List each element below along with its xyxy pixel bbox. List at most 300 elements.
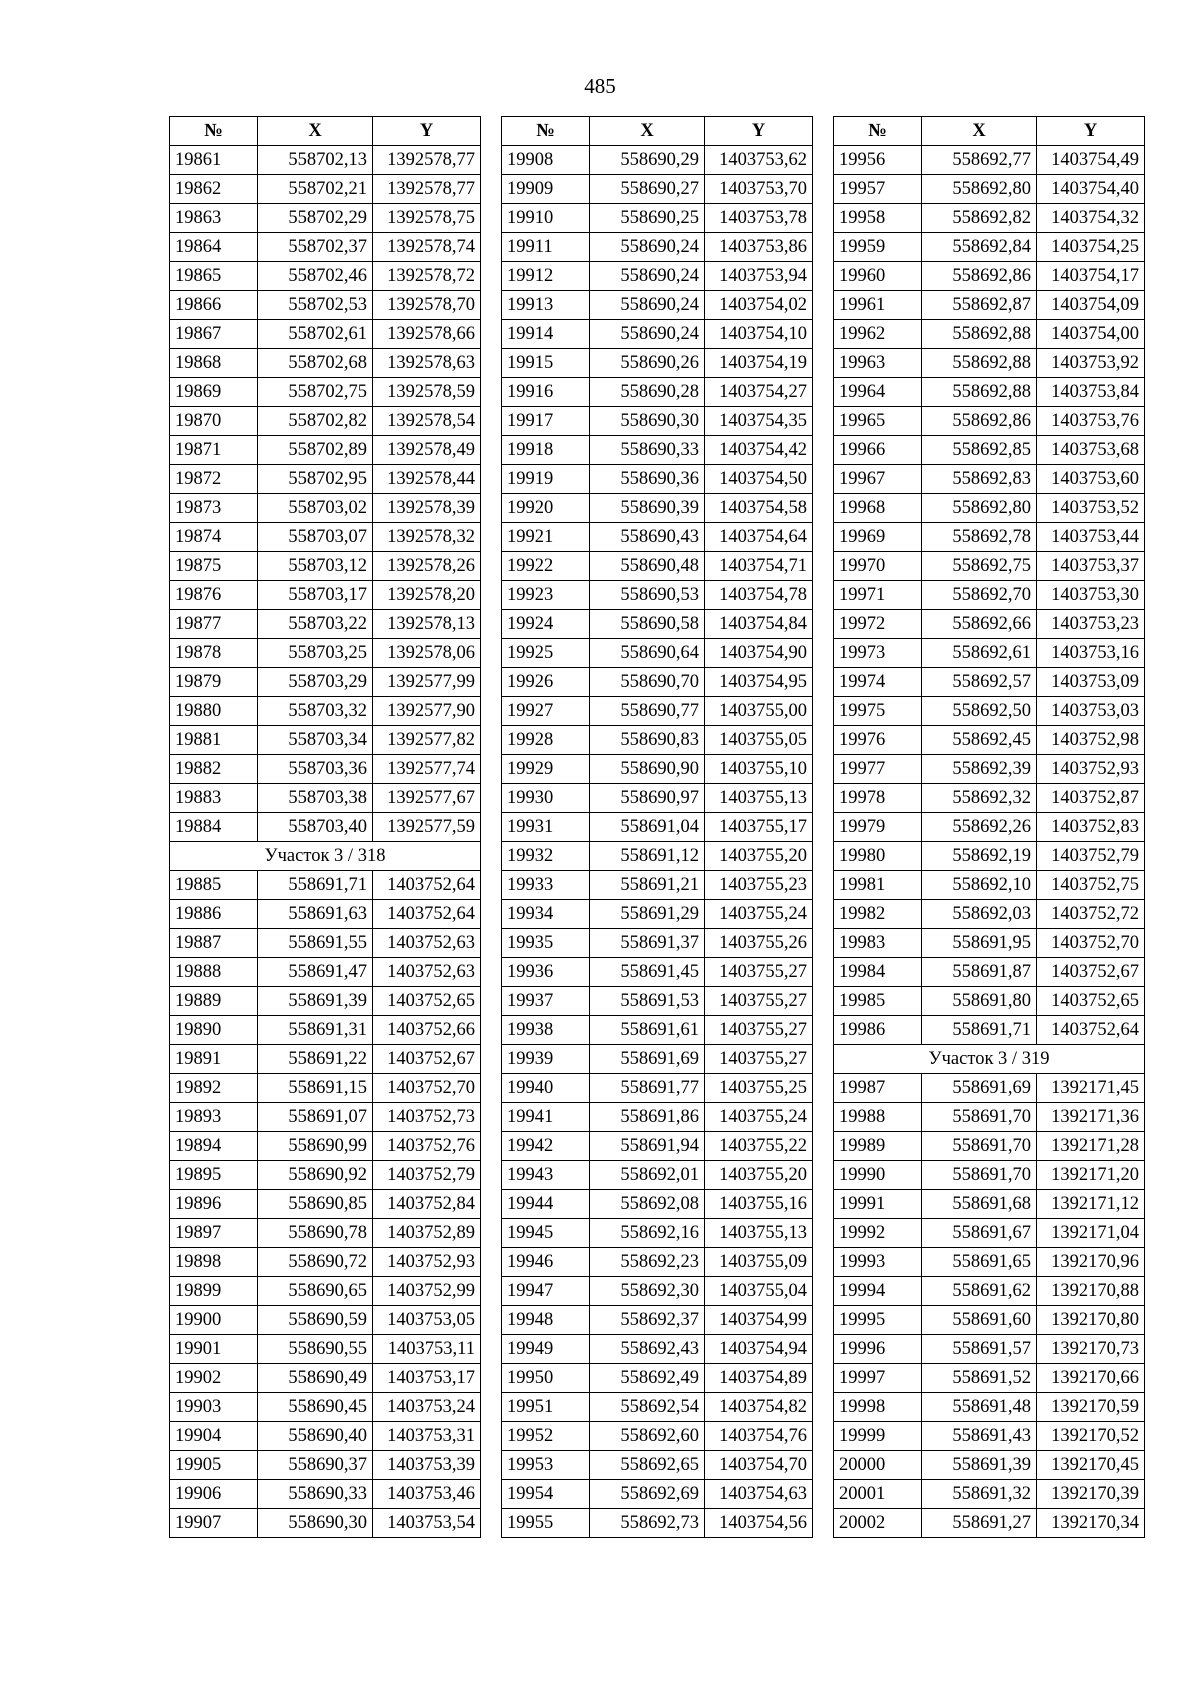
x-coordinate-cell: 558691,12 [590, 842, 705, 871]
point-number-cell: 19969 [834, 523, 922, 552]
x-coordinate-cell: 558691,70 [922, 1132, 1037, 1161]
point-number-cell: 19960 [834, 262, 922, 291]
y-coordinate-cell: 1403755,26 [705, 929, 813, 958]
x-coordinate-cell: 558703,36 [258, 755, 373, 784]
point-number-cell: 19870 [170, 407, 258, 436]
point-number-cell: 19950 [502, 1364, 590, 1393]
header-y: Y [705, 117, 813, 146]
table-row [834, 146, 1145, 175]
x-coordinate-cell: 558692,75 [922, 552, 1037, 581]
table-row [170, 639, 481, 668]
table-row [170, 1132, 481, 1161]
section-header-row [170, 842, 481, 871]
table-row [502, 204, 813, 233]
table-row [834, 523, 1145, 552]
x-coordinate-cell: 558692,01 [590, 1161, 705, 1190]
table-row [170, 175, 481, 204]
table-row [502, 610, 813, 639]
point-number-cell: 19913 [502, 291, 590, 320]
x-coordinate-cell: 558690,53 [590, 581, 705, 610]
y-coordinate-cell: 1392170,80 [1037, 1306, 1145, 1335]
y-coordinate-cell: 1403753,31 [373, 1422, 481, 1451]
table-row [834, 697, 1145, 726]
x-coordinate-cell: 558691,48 [922, 1393, 1037, 1422]
y-coordinate-cell: 1403752,84 [373, 1190, 481, 1219]
point-number-cell: 19939 [502, 1045, 590, 1074]
y-coordinate-cell: 1403755,23 [705, 871, 813, 900]
table-row [502, 1248, 813, 1277]
table-row [170, 1190, 481, 1219]
y-coordinate-cell: 1403755,13 [705, 1219, 813, 1248]
table-row [170, 465, 481, 494]
table-row [170, 1335, 481, 1364]
x-coordinate-cell: 558702,89 [258, 436, 373, 465]
point-number-cell: 20002 [834, 1509, 922, 1538]
y-coordinate-cell: 1392170,88 [1037, 1277, 1145, 1306]
point-number-cell: 19985 [834, 987, 922, 1016]
point-number-cell: 19945 [502, 1219, 590, 1248]
x-coordinate-cell: 558691,63 [258, 900, 373, 929]
point-number-cell: 19937 [502, 987, 590, 1016]
x-coordinate-cell: 558692,86 [922, 262, 1037, 291]
table-row [170, 1422, 481, 1451]
table-row [170, 494, 481, 523]
y-coordinate-cell: 1392577,82 [373, 726, 481, 755]
point-number-cell: 19972 [834, 610, 922, 639]
x-coordinate-cell: 558691,57 [922, 1335, 1037, 1364]
x-coordinate-cell: 558690,25 [590, 204, 705, 233]
y-coordinate-cell: 1403754,19 [705, 349, 813, 378]
table-row [834, 407, 1145, 436]
point-number-cell: 19911 [502, 233, 590, 262]
y-coordinate-cell: 1403754,89 [705, 1364, 813, 1393]
y-coordinate-cell: 1403753,05 [373, 1306, 481, 1335]
x-coordinate-cell: 558692,61 [922, 639, 1037, 668]
y-coordinate-cell: 1403752,75 [1037, 871, 1145, 900]
x-coordinate-cell: 558702,75 [258, 378, 373, 407]
x-coordinate-cell: 558692,65 [590, 1451, 705, 1480]
x-coordinate-cell: 558690,99 [258, 1132, 373, 1161]
table-row [170, 610, 481, 639]
x-coordinate-cell: 558703,25 [258, 639, 373, 668]
y-coordinate-cell: 1403752,79 [1037, 842, 1145, 871]
y-coordinate-cell: 1403754,64 [705, 523, 813, 552]
point-number-cell: 19866 [170, 291, 258, 320]
table-row [170, 436, 481, 465]
x-coordinate-cell: 558692,23 [590, 1248, 705, 1277]
header-y: Y [1037, 117, 1145, 146]
table-row [834, 291, 1145, 320]
x-coordinate-cell: 558690,33 [590, 436, 705, 465]
point-number-cell: 20001 [834, 1480, 922, 1509]
y-coordinate-cell: 1403754,84 [705, 610, 813, 639]
y-coordinate-cell: 1392170,52 [1037, 1422, 1145, 1451]
x-coordinate-cell: 558703,12 [258, 552, 373, 581]
x-coordinate-cell: 558691,67 [922, 1219, 1037, 1248]
x-coordinate-cell: 558690,24 [590, 320, 705, 349]
y-coordinate-cell: 1403752,73 [373, 1103, 481, 1132]
table-row [170, 233, 481, 262]
y-coordinate-cell: 1403754,90 [705, 639, 813, 668]
y-coordinate-cell: 1403754,02 [705, 291, 813, 320]
y-coordinate-cell: 1403754,25 [1037, 233, 1145, 262]
x-coordinate-cell: 558703,02 [258, 494, 373, 523]
y-coordinate-cell: 1403753,86 [705, 233, 813, 262]
point-number-cell: 19896 [170, 1190, 258, 1219]
y-coordinate-cell: 1403752,70 [1037, 929, 1145, 958]
point-number-cell: 19981 [834, 871, 922, 900]
point-number-cell: 19869 [170, 378, 258, 407]
y-coordinate-cell: 1403754,35 [705, 407, 813, 436]
header-number: № [502, 117, 590, 146]
y-coordinate-cell: 1403754,50 [705, 465, 813, 494]
y-coordinate-cell: 1403755,27 [705, 987, 813, 1016]
y-coordinate-cell: 1403753,37 [1037, 552, 1145, 581]
y-coordinate-cell: 1403752,63 [373, 929, 481, 958]
table-row [170, 320, 481, 349]
point-number-cell: 19948 [502, 1306, 590, 1335]
x-coordinate-cell: 558690,30 [258, 1509, 373, 1538]
point-number-cell: 19903 [170, 1393, 258, 1422]
header-number: № [834, 117, 922, 146]
x-coordinate-cell: 558692,88 [922, 378, 1037, 407]
x-coordinate-cell: 558690,37 [258, 1451, 373, 1480]
table-row [170, 291, 481, 320]
point-number-cell: 19943 [502, 1161, 590, 1190]
x-coordinate-cell: 558691,60 [922, 1306, 1037, 1335]
point-number-cell: 19938 [502, 1016, 590, 1045]
y-coordinate-cell: 1392170,73 [1037, 1335, 1145, 1364]
point-number-cell: 19924 [502, 610, 590, 639]
table-row [834, 262, 1145, 291]
x-coordinate-cell: 558691,68 [922, 1190, 1037, 1219]
point-number-cell: 19951 [502, 1393, 590, 1422]
y-coordinate-cell: 1392578,66 [373, 320, 481, 349]
x-coordinate-cell: 558691,53 [590, 987, 705, 1016]
point-number-cell: 19933 [502, 871, 590, 900]
x-coordinate-cell: 558692,16 [590, 1219, 705, 1248]
point-number-cell: 19908 [502, 146, 590, 175]
table-row [170, 1480, 481, 1509]
point-number-cell: 19967 [834, 465, 922, 494]
y-coordinate-cell: 1403755,27 [705, 1045, 813, 1074]
point-number-cell: 19971 [834, 581, 922, 610]
x-coordinate-cell: 558702,82 [258, 407, 373, 436]
y-coordinate-cell: 1403755,27 [705, 1016, 813, 1045]
y-coordinate-cell: 1403753,39 [373, 1451, 481, 1480]
point-number-cell: 19999 [834, 1422, 922, 1451]
point-number-cell: 19906 [170, 1480, 258, 1509]
table-row [502, 871, 813, 900]
y-coordinate-cell: 1403752,83 [1037, 813, 1145, 842]
x-coordinate-cell: 558690,58 [590, 610, 705, 639]
point-number-cell: 19964 [834, 378, 922, 407]
x-coordinate-cell: 558703,40 [258, 813, 373, 842]
table-row [170, 813, 481, 842]
y-coordinate-cell: 1403755,13 [705, 784, 813, 813]
table-row [834, 465, 1145, 494]
header-x: X [590, 117, 705, 146]
point-number-cell: 19936 [502, 958, 590, 987]
y-coordinate-cell: 1403755,24 [705, 900, 813, 929]
point-number-cell: 19970 [834, 552, 922, 581]
table-row [502, 900, 813, 929]
table-row [834, 1393, 1145, 1422]
table-row [502, 1451, 813, 1480]
x-coordinate-cell: 558690,43 [590, 523, 705, 552]
table-row [834, 1074, 1145, 1103]
y-coordinate-cell: 1403754,58 [705, 494, 813, 523]
point-number-cell: 19998 [834, 1393, 922, 1422]
table-row [502, 436, 813, 465]
point-number-cell: 19995 [834, 1306, 922, 1335]
y-coordinate-cell: 1403755,20 [705, 842, 813, 871]
table-row [502, 755, 813, 784]
point-number-cell: 19890 [170, 1016, 258, 1045]
x-coordinate-cell: 558690,29 [590, 146, 705, 175]
table-row [170, 755, 481, 784]
table-row [170, 1103, 481, 1132]
point-number-cell: 19912 [502, 262, 590, 291]
table-row [170, 726, 481, 755]
table-row [170, 987, 481, 1016]
point-number-cell: 19920 [502, 494, 590, 523]
point-number-cell: 19990 [834, 1161, 922, 1190]
x-coordinate-cell: 558691,21 [590, 871, 705, 900]
y-coordinate-cell: 1403752,93 [1037, 755, 1145, 784]
y-coordinate-cell: 1392170,96 [1037, 1248, 1145, 1277]
table-row [834, 900, 1145, 929]
table-row [170, 204, 481, 233]
x-coordinate-cell: 558702,46 [258, 262, 373, 291]
x-coordinate-cell: 558703,29 [258, 668, 373, 697]
y-coordinate-cell: 1403755,25 [705, 1074, 813, 1103]
table-row [170, 784, 481, 813]
table-row [834, 349, 1145, 378]
table-row [502, 929, 813, 958]
table-header-row [170, 117, 481, 146]
point-number-cell: 19949 [502, 1335, 590, 1364]
table-row [834, 784, 1145, 813]
x-coordinate-cell: 558692,70 [922, 581, 1037, 610]
y-coordinate-cell: 1403755,10 [705, 755, 813, 784]
table-row [170, 1393, 481, 1422]
table-row [834, 958, 1145, 987]
point-number-cell: 19925 [502, 639, 590, 668]
y-coordinate-cell: 1392578,26 [373, 552, 481, 581]
point-number-cell: 19926 [502, 668, 590, 697]
point-number-cell: 19997 [834, 1364, 922, 1393]
table-row [834, 320, 1145, 349]
y-coordinate-cell: 1392578,20 [373, 581, 481, 610]
point-number-cell: 19884 [170, 813, 258, 842]
table-row [502, 146, 813, 175]
point-number-cell: 19929 [502, 755, 590, 784]
point-number-cell: 19888 [170, 958, 258, 987]
table-row [170, 146, 481, 175]
table-row [834, 1190, 1145, 1219]
x-coordinate-cell: 558691,65 [922, 1248, 1037, 1277]
point-number-cell: 19872 [170, 465, 258, 494]
y-coordinate-cell: 1392578,72 [373, 262, 481, 291]
table-row [502, 1161, 813, 1190]
point-number-cell: 19876 [170, 581, 258, 610]
point-number-cell: 19861 [170, 146, 258, 175]
y-coordinate-cell: 1403754,63 [705, 1480, 813, 1509]
y-coordinate-cell: 1403755,20 [705, 1161, 813, 1190]
y-coordinate-cell: 1392578,77 [373, 175, 481, 204]
x-coordinate-cell: 558702,95 [258, 465, 373, 494]
point-number-cell: 19887 [170, 929, 258, 958]
y-coordinate-cell: 1403754,00 [1037, 320, 1145, 349]
x-coordinate-cell: 558691,43 [922, 1422, 1037, 1451]
x-coordinate-cell: 558691,32 [922, 1480, 1037, 1509]
x-coordinate-cell: 558690,30 [590, 407, 705, 436]
table-row [502, 552, 813, 581]
point-number-cell: 19915 [502, 349, 590, 378]
x-coordinate-cell: 558692,49 [590, 1364, 705, 1393]
x-coordinate-cell: 558690,85 [258, 1190, 373, 1219]
point-number-cell: 19947 [502, 1277, 590, 1306]
y-coordinate-cell: 1403752,89 [373, 1219, 481, 1248]
y-coordinate-cell: 1403754,94 [705, 1335, 813, 1364]
x-coordinate-cell: 558691,22 [258, 1045, 373, 1074]
table-row [502, 407, 813, 436]
table-row [834, 1480, 1145, 1509]
point-number-cell: 19905 [170, 1451, 258, 1480]
x-coordinate-cell: 558691,94 [590, 1132, 705, 1161]
table-row [834, 1248, 1145, 1277]
x-coordinate-cell: 558691,31 [258, 1016, 373, 1045]
point-number-cell: 19952 [502, 1422, 590, 1451]
y-coordinate-cell: 1403752,79 [373, 1161, 481, 1190]
table-row [834, 842, 1145, 871]
x-coordinate-cell: 558690,70 [590, 668, 705, 697]
table-row [834, 1509, 1145, 1538]
point-number-cell: 19976 [834, 726, 922, 755]
table-row [502, 639, 813, 668]
y-coordinate-cell: 1403753,62 [705, 146, 813, 175]
table-row [502, 1190, 813, 1219]
y-coordinate-cell: 1392170,34 [1037, 1509, 1145, 1538]
y-coordinate-cell: 1403753,78 [705, 204, 813, 233]
table-row [834, 610, 1145, 639]
table-row [834, 175, 1145, 204]
point-number-cell: 20000 [834, 1451, 922, 1480]
table-row [834, 233, 1145, 262]
point-number-cell: 19892 [170, 1074, 258, 1103]
table-row [834, 378, 1145, 407]
x-coordinate-cell: 558690,28 [590, 378, 705, 407]
point-number-cell: 19900 [170, 1306, 258, 1335]
x-coordinate-cell: 558703,38 [258, 784, 373, 813]
x-coordinate-cell: 558690,45 [258, 1393, 373, 1422]
point-number-cell: 19904 [170, 1422, 258, 1451]
y-coordinate-cell: 1403752,67 [373, 1045, 481, 1074]
point-number-cell: 19886 [170, 900, 258, 929]
table-row [502, 1016, 813, 1045]
point-number-cell: 19899 [170, 1277, 258, 1306]
y-coordinate-cell: 1403752,98 [1037, 726, 1145, 755]
point-number-cell: 19883 [170, 784, 258, 813]
x-coordinate-cell: 558690,59 [258, 1306, 373, 1335]
point-number-cell: 19973 [834, 639, 922, 668]
table-row [502, 291, 813, 320]
y-coordinate-cell: 1403755,09 [705, 1248, 813, 1277]
y-coordinate-cell: 1392171,45 [1037, 1074, 1145, 1103]
x-coordinate-cell: 558703,22 [258, 610, 373, 639]
point-number-cell: 19989 [834, 1132, 922, 1161]
x-coordinate-cell: 558692,69 [590, 1480, 705, 1509]
point-number-cell: 19921 [502, 523, 590, 552]
y-coordinate-cell: 1403754,56 [705, 1509, 813, 1538]
table-row [502, 175, 813, 204]
y-coordinate-cell: 1392578,74 [373, 233, 481, 262]
y-coordinate-cell: 1403753,92 [1037, 349, 1145, 378]
table-row [834, 1335, 1145, 1364]
x-coordinate-cell: 558703,34 [258, 726, 373, 755]
x-coordinate-cell: 558692,50 [922, 697, 1037, 726]
x-coordinate-cell: 558691,04 [590, 813, 705, 842]
y-coordinate-cell: 1403753,11 [373, 1335, 481, 1364]
x-coordinate-cell: 558691,70 [922, 1103, 1037, 1132]
x-coordinate-cell: 558692,87 [922, 291, 1037, 320]
x-coordinate-cell: 558692,10 [922, 871, 1037, 900]
point-number-cell: 19984 [834, 958, 922, 987]
y-coordinate-cell: 1403753,94 [705, 262, 813, 291]
point-number-cell: 19958 [834, 204, 922, 233]
table-row [502, 233, 813, 262]
x-coordinate-cell: 558690,40 [258, 1422, 373, 1451]
x-coordinate-cell: 558691,69 [590, 1045, 705, 1074]
y-coordinate-cell: 1392170,59 [1037, 1393, 1145, 1422]
table-row [502, 1219, 813, 1248]
y-coordinate-cell: 1403754,78 [705, 581, 813, 610]
point-number-cell: 19978 [834, 784, 922, 813]
x-coordinate-cell: 558690,49 [258, 1364, 373, 1393]
point-number-cell: 19918 [502, 436, 590, 465]
point-number-cell: 19874 [170, 523, 258, 552]
y-coordinate-cell: 1392171,20 [1037, 1161, 1145, 1190]
point-number-cell: 19919 [502, 465, 590, 494]
y-coordinate-cell: 1403752,87 [1037, 784, 1145, 813]
table-row [170, 349, 481, 378]
table-row [834, 1016, 1145, 1045]
y-coordinate-cell: 1403752,67 [1037, 958, 1145, 987]
y-coordinate-cell: 1403753,24 [373, 1393, 481, 1422]
point-number-cell: 19877 [170, 610, 258, 639]
point-number-cell: 19882 [170, 755, 258, 784]
table-row [834, 668, 1145, 697]
table-row [502, 262, 813, 291]
x-coordinate-cell: 558692,80 [922, 175, 1037, 204]
table-row [834, 1161, 1145, 1190]
point-number-cell: 19873 [170, 494, 258, 523]
x-coordinate-cell: 558692,66 [922, 610, 1037, 639]
x-coordinate-cell: 558690,27 [590, 175, 705, 204]
x-coordinate-cell: 558690,24 [590, 233, 705, 262]
table-row [170, 1509, 481, 1538]
x-coordinate-cell: 558692,77 [922, 146, 1037, 175]
y-coordinate-cell: 1403754,09 [1037, 291, 1145, 320]
point-number-cell: 19980 [834, 842, 922, 871]
table-row [502, 1335, 813, 1364]
point-number-cell: 19962 [834, 320, 922, 349]
y-coordinate-cell: 1403752,64 [373, 900, 481, 929]
y-coordinate-cell: 1392170,39 [1037, 1480, 1145, 1509]
point-number-cell: 19927 [502, 697, 590, 726]
table-row [502, 349, 813, 378]
